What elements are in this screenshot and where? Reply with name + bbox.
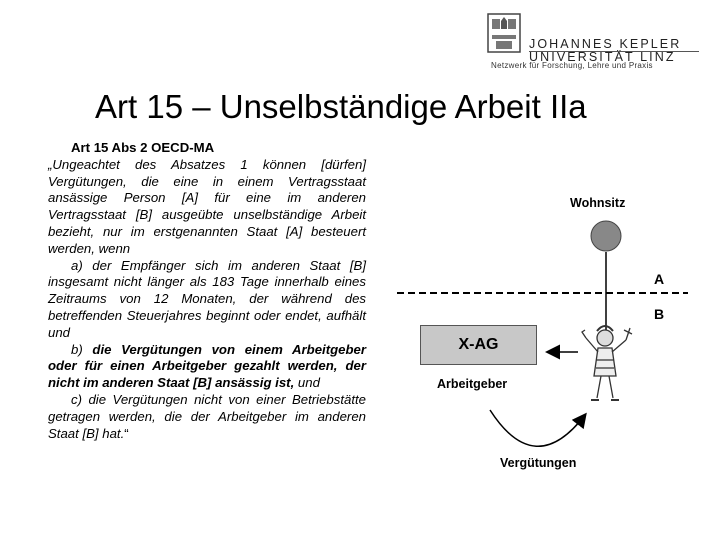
state-b-label: B [654, 306, 665, 322]
article-quote: „Ungeachtet des Absatzes 1 können [dürfen] Vergütungen, die eine in einem Vertragsstaat ansässige Person [A] für eine im anderen Vertragsstaat [B] ausgeübte unselbständige Arbeit bezieht, nur im erstgenannten Staat [A] besteuert werden, wenn [48, 156, 366, 256]
company-box: X-AG [420, 325, 537, 365]
condition-b: b) die Vergütungen von einem Arbeitgeber oder für einen Arbeitgeber gezahlt werden, der nicht im anderen Staat [B] ansässig ist, und [48, 341, 366, 391]
state-a-label: A [654, 271, 665, 287]
employer-label: Arbeitgeber [437, 377, 508, 391]
logo-line-1: JOHANNES KEPLER [529, 37, 682, 51]
payment-arrow [490, 410, 585, 446]
residence-marker [591, 221, 621, 251]
condition-c: c) die Vergütungen nicht von einer Betriebstätte getragen werden, die der Arbeitgeber im anderen Staat [B] hat.“ [48, 391, 366, 441]
article-heading: Art 15 Abs 2 OECD-MA [71, 140, 215, 155]
condition-b-emphasis: die Vergütungen von einem Arbeitgeber oder für einen Arbeitgeber gezahlt werden, der nicht im anderen Staat [B] ansässig ist, [48, 341, 366, 391]
payment-label: Vergütungen [500, 456, 577, 470]
worker-icon [582, 326, 632, 400]
condition-a: a) der Empfänger sich im anderen Staat [B] insgesamt nicht länger als 183 Tage innerhalb eines Zeitraums von 12 Monaten, der während des betreffenden Steuerjahres beginnt oder endet, aufhält und [48, 257, 366, 340]
logo-tagline: Netzwerk für Forschung, Lehre und Praxis [491, 61, 653, 70]
logo-line-2: UNIVERSITÄT LINZ [529, 50, 676, 64]
residence-label: Wohnsitz [570, 196, 626, 210]
slide-title: Art 15 – Unselbständige Arbeit IIa [95, 88, 587, 125]
